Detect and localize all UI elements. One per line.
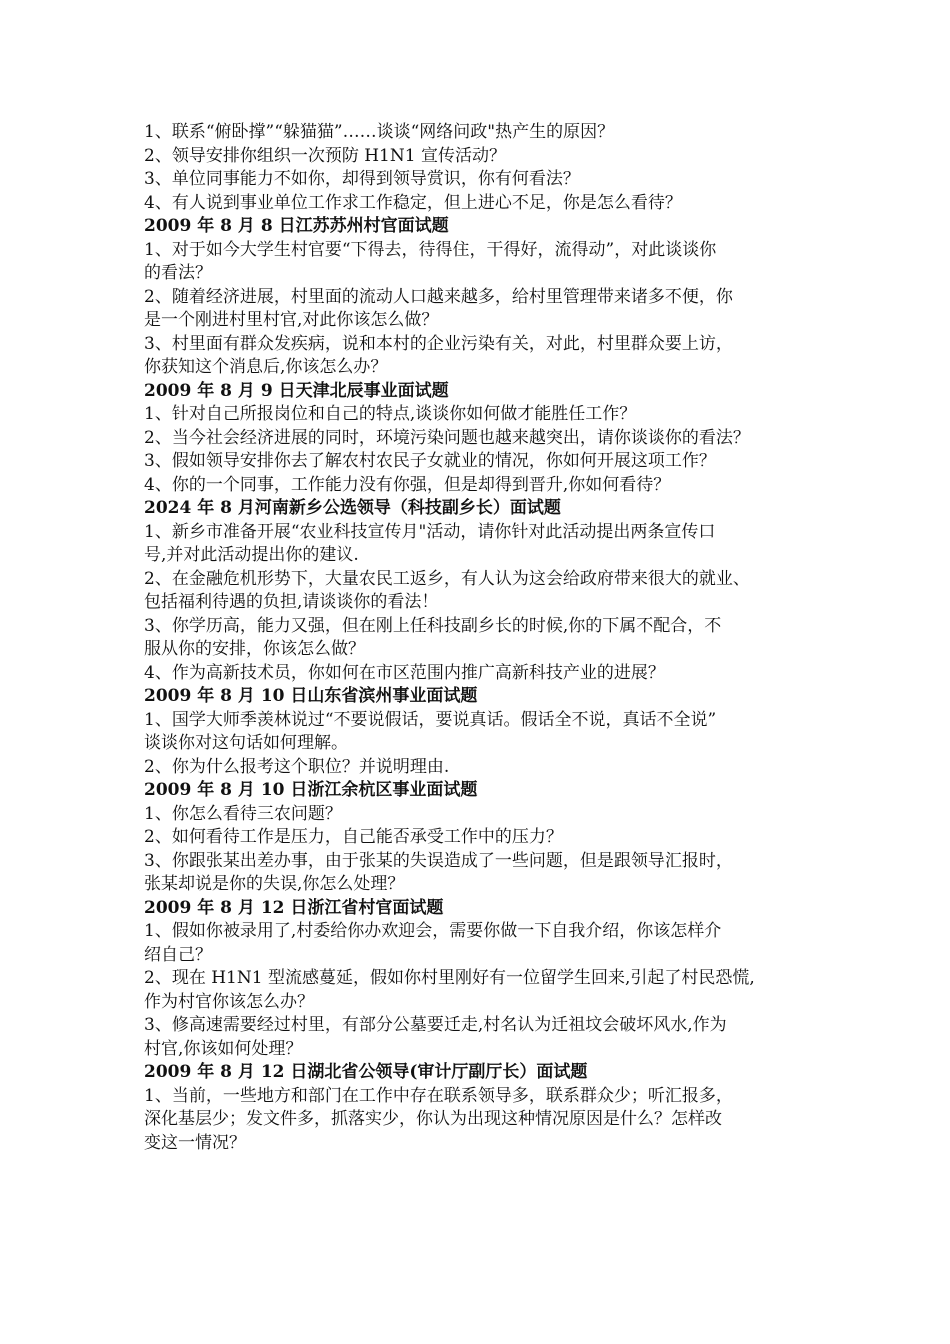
- question-line: 2、在金融危机形势下，大量农民工返乡，有人认为这会给政府带来很大的就业、: [144, 568, 750, 589]
- question-item: [144, 521, 824, 568]
- question-line: 1、你怎么看待三农问题？: [144, 803, 342, 824]
- heading-text: 2024 年 8 月河南新乡公选领导（科技副乡长）面试题: [144, 498, 561, 518]
- section-heading: [144, 497, 824, 521]
- section-heading: [144, 1061, 824, 1085]
- question-line: 1、联系“俯卧撑”“躲猫猫”……谈谈“网络问政"热产生的原因？: [144, 122, 615, 142]
- question-item: [144, 568, 824, 615]
- question-item: [144, 145, 824, 169]
- question-item: [144, 1085, 824, 1156]
- question-line: 3、修高速需要经过村里，有部分公墓要迁走,村名认为迁祖坟会破坏风水,作为: [144, 1015, 727, 1035]
- question-item: [144, 333, 824, 380]
- heading-text: 2009 年 8 月 10 日山东省滨州事业面试题: [144, 686, 478, 706]
- question-item: [144, 1014, 824, 1061]
- question-line: 1、假如你被录用了,村委给你办欢迎会，需要你做一下自我介绍，你该怎样介: [144, 921, 722, 941]
- question-item: [144, 403, 824, 427]
- question-item: [144, 239, 824, 286]
- question-line: 3、村里面有群众发疾病，说和本村的企业污染有关，对此，村里群众要上访，: [144, 333, 733, 354]
- question-item: [144, 967, 824, 1014]
- question-line: 3、你学历高，能力又强，但在刚上任科技副乡长的时候,你的下属不配合，不: [144, 615, 722, 636]
- question-line: 深化基层少；发文件多，抓落实少，你认为出现这种情况原因是什么？怎样改: [144, 1109, 722, 1129]
- question-line: 4、有人说到事业单位工作求工作稳定，但上进心不足，你是怎么看待？: [144, 192, 682, 213]
- question-line: 1、当前，一些地方和部门在工作中存在联系领导多，联系群众少；听汇报多，: [144, 1085, 733, 1106]
- question-line: 的看法？: [144, 263, 212, 283]
- section-heading: [144, 897, 824, 921]
- question-line: 3、单位同事能力不如你，却得到领导赏识，你有何看法？: [144, 169, 580, 189]
- question-item: [144, 662, 824, 686]
- question-line: 服从你的安排，你该怎么做？: [144, 639, 365, 659]
- question-item: [144, 168, 824, 192]
- question-line: 张某却说是你的失误,你怎么处理？: [144, 874, 405, 894]
- question-item: [144, 192, 824, 216]
- document-page: [144, 121, 824, 1155]
- section-heading: [144, 380, 824, 404]
- section-heading: [144, 685, 824, 709]
- question-item: [144, 709, 824, 756]
- section-heading: [144, 779, 824, 803]
- question-item: [144, 286, 824, 333]
- heading-text: 2009 年 8 月 9 日天津北辰事业面试题: [144, 380, 449, 401]
- question-item: [144, 803, 824, 827]
- question-line: 3、你跟张某出差办事，由于张某的失误造成了一些问题，但是跟领导汇报时，: [144, 850, 733, 871]
- question-line: 2、当今社会经济进展的同时，环境污染问题也越来越突出，请你谈谈你的看法？: [144, 427, 750, 448]
- question-line: 包括福利待遇的负担,请谈谈你的看法！: [144, 592, 439, 612]
- question-line: 2、现在 H1N1 型流感蔓延，假如你村里刚好有一位留学生回来,引起了村民恐慌,: [144, 968, 755, 988]
- question-line: 1、国学大师季羡林说过“不要说假话，要说真话。假话全不说，真话不全说”: [144, 709, 717, 730]
- section-heading: [144, 215, 824, 239]
- question-line: 是一个刚进村里村官,对此你该怎么做？: [144, 310, 439, 330]
- question-item: [144, 850, 824, 897]
- heading-text: 2009 年 8 月 12 日湖北省公领导(审计厅副厅长）面试题: [144, 1062, 588, 1082]
- question-line: 绍自己？: [144, 944, 212, 965]
- question-line: 2、如何看待工作是压力，自己能否承受工作中的压力？: [144, 827, 563, 847]
- question-line: 作为村官你该怎么办？: [144, 991, 314, 1012]
- heading-text: 2009 年 8 月 10 日浙江余杭区事业面试题: [144, 780, 478, 800]
- question-item: [144, 615, 824, 662]
- question-line: 2、你为什么报考这个职位？并说明理由.: [144, 756, 450, 777]
- question-line: 号,并对此活动提出你的建议.: [144, 545, 359, 565]
- question-line: 4、作为高新技术员，你如何在市区范围内推广高新科技产业的进展？: [144, 662, 665, 683]
- question-item: [144, 826, 824, 850]
- question-line: 你获知这个消息后,你该怎么办？: [144, 357, 388, 377]
- question-line: 村官,你该如何处理？: [144, 1038, 303, 1059]
- question-item: [144, 427, 824, 451]
- question-item: [144, 756, 824, 780]
- question-line: 2、随着经济进展，村里面的流动人口越来越多，给村里管理带来诸多不便，你: [144, 286, 733, 307]
- question-item: [144, 121, 824, 145]
- question-line: 1、对于如今大学生村官要“下得去，待得住，干得好，流得动”，对此谈谈你: [144, 239, 717, 260]
- question-line: 3、假如领导安排你去了解农村农民子女就业的情况，你如何开展这项工作？: [144, 451, 716, 471]
- question-line: 2、领导安排你组织一次预防 H1N1 宣传活动？: [144, 145, 506, 166]
- question-item: [144, 450, 824, 474]
- question-line: 变这一情况？: [144, 1132, 246, 1153]
- question-line: 1、针对自己所报岗位和自己的特点,谈谈你如何做才能胜任工作？: [144, 404, 637, 424]
- heading-text: 2009 年 8 月 8 日江苏苏州村官面试题: [144, 216, 449, 236]
- question-line: 1、新乡市准备开展“农业科技宣传月"活动，请你针对此活动提出两条宣传口: [144, 521, 716, 542]
- question-line: 4、你的一个同事，工作能力没有你强，但是却得到晋升,你如何看待？: [144, 474, 671, 495]
- heading-text: 2009 年 8 月 12 日浙江省村官面试题: [144, 897, 444, 918]
- question-item: [144, 920, 824, 967]
- question-item: [144, 474, 824, 498]
- question-line: 谈谈你对这句话如何理解。: [144, 733, 348, 753]
